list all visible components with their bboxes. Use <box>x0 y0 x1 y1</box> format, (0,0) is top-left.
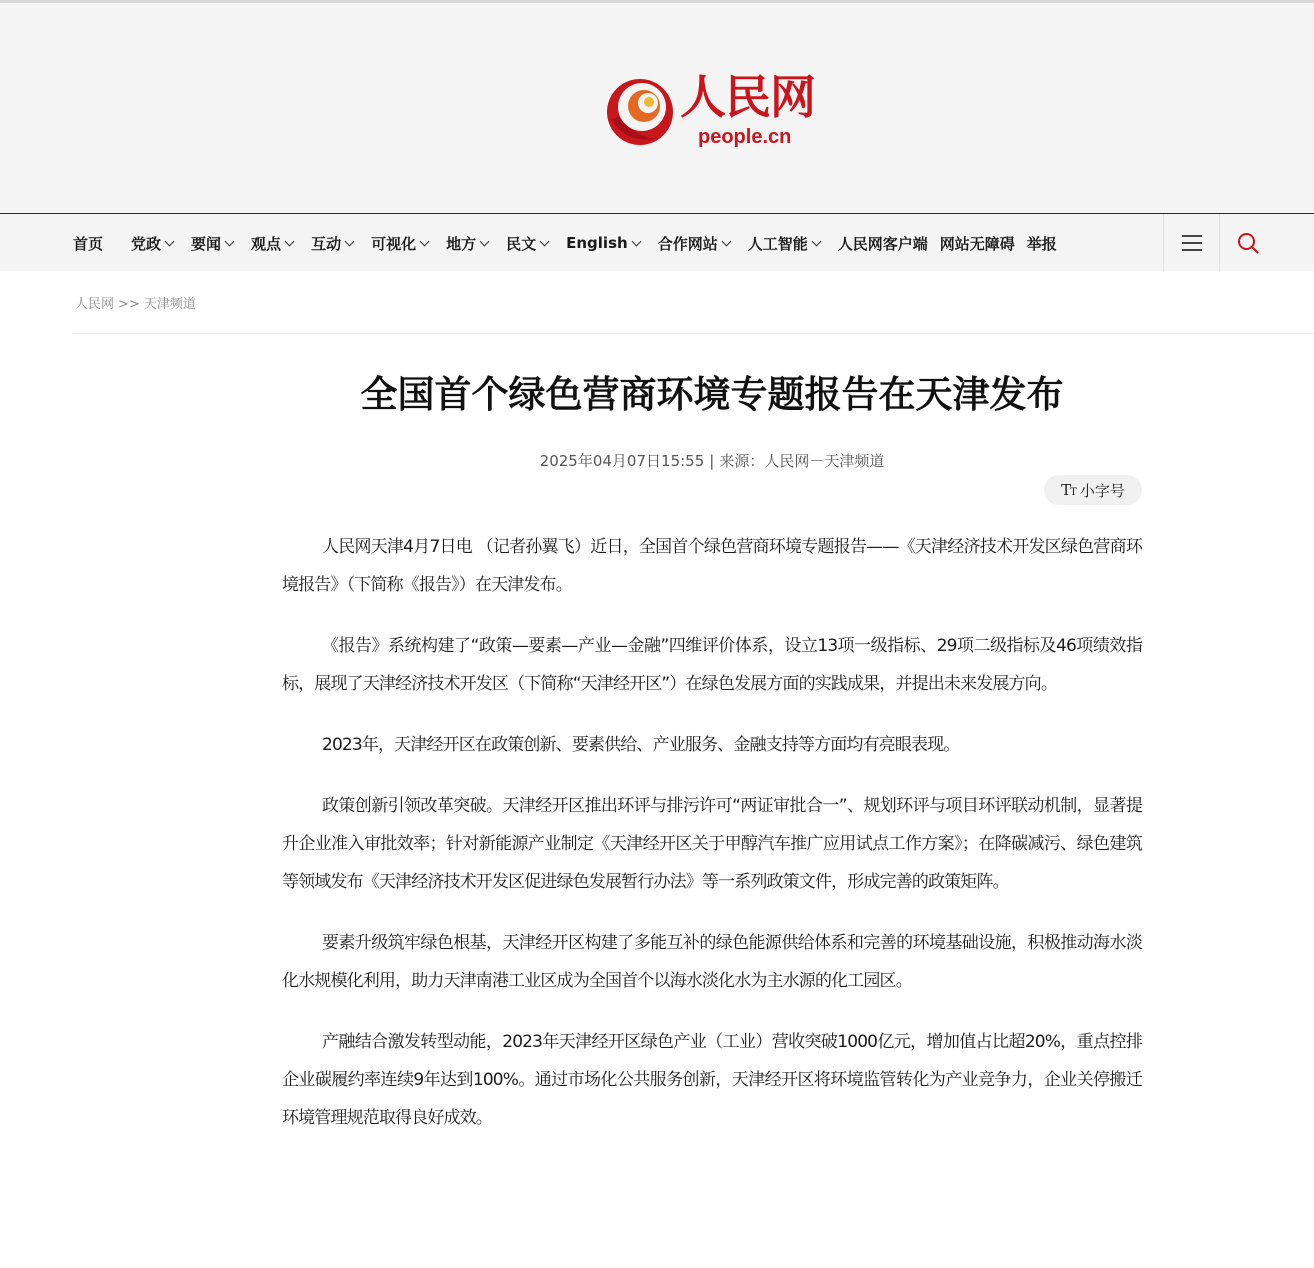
article-source: 来源：人民网－天津频道 <box>719 452 885 470</box>
nav-item-label: 观点 <box>251 234 282 253</box>
nav-item-2[interactable] <box>191 233 233 254</box>
site-logo[interactable] <box>605 69 820 149</box>
article-paragraph: 《报告》系统构建了“政策—要素—产业—金融”四维评价体系，设立13项一级指标、29项二级指标及46项绩效指标，展现了天津经济技术开发区（下简称“天津经开区”）在绿色发展方面的实践成果，并提出未来发展方向。 <box>282 636 1142 694</box>
breadcrumb-home-link[interactable]: 人民网 <box>75 297 115 312</box>
nav-item-11[interactable] <box>838 233 928 254</box>
nav-item-label: 合作网站 <box>657 234 718 253</box>
logo-text-cn: 人民网 <box>680 70 815 124</box>
nav-item-3[interactable] <box>251 233 293 254</box>
nav-item-13[interactable] <box>1027 233 1057 254</box>
logo-text-en: people.cn <box>698 126 792 148</box>
nav-item-4[interactable] <box>311 233 353 254</box>
nav-item-1[interactable] <box>131 233 173 254</box>
article-paragraph: 政策创新引领改革突破。天津经开区推出环评与排污许可“两证审批合一”、规划环评与项目环评联动机制，显著提升企业准入审批效率；针对新能源产业制定《天津经开区关于甲醇汽车推广应用试点工作方案》；在降碳减污、绿色建筑等领域发布《天津经济技术开发区促进绿色发展暂行办法》等一系列政策文件，形成完善的政策矩阵。 <box>282 796 1142 892</box>
nav-list <box>73 214 1075 272</box>
chevron-down-icon <box>480 236 490 246</box>
font-size-icon: TT <box>1061 481 1076 499</box>
nav-item-6[interactable] <box>446 233 488 254</box>
article-paragraph: 人民网天津4月7日电 （记者孙翼飞）近日，全国首个绿色营商环境专题报告——《天津经济技术开发区绿色营商环境报告》（下简称《报告》）在天津发布。 <box>282 537 1142 595</box>
nav-tools <box>1163 214 1275 272</box>
chevron-down-icon <box>631 236 641 246</box>
search-button[interactable] <box>1219 214 1275 272</box>
nav-item-label: 民文 <box>506 234 537 253</box>
main-nav <box>0 213 1314 271</box>
logo-mark-icon <box>605 77 675 147</box>
nav-item-9[interactable] <box>658 233 730 254</box>
nav-item-label: 举报 <box>1026 234 1057 253</box>
breadcrumb-channel-link[interactable]: 天津频道 <box>143 297 196 312</box>
nav-item-0[interactable] <box>73 233 103 254</box>
publish-date: 2025年04月07日15:55 <box>539 452 705 470</box>
chevron-down-icon <box>540 236 550 246</box>
nav-item-label: 互动 <box>311 234 342 253</box>
breadcrumb <box>75 293 196 312</box>
breadcrumb-divider <box>72 333 1314 334</box>
search-icon <box>1237 232 1259 254</box>
chevron-down-icon <box>285 236 295 246</box>
article-paragraph: 产融结合激发转型动能，2023年天津经开区绿色产业（工业）营收突破1000亿元，增加值占比超20%，重点控排企业碳履约率连续9年达到100%。通过市场化公共服务创新，天津经开区将环境监管转化为产业竞争力，企业关停搬迁环境管理规范取得良好成效。 <box>282 1032 1142 1128</box>
nav-item-10[interactable] <box>748 233 820 254</box>
meta-separator: | <box>709 452 715 470</box>
nav-item-5[interactable] <box>371 233 428 254</box>
nav-item-7[interactable] <box>506 233 548 254</box>
nav-item-label: 人工智能 <box>747 234 808 253</box>
article-title: 全国首个绿色营商环境专题报告在天津发布 <box>360 373 1064 416</box>
chevron-down-icon <box>165 236 175 246</box>
nav-item-label: 党政 <box>131 234 162 253</box>
chevron-down-icon <box>811 236 821 246</box>
nav-item-label: 网站无障碍 <box>939 234 1015 253</box>
article-body <box>282 528 1142 1160</box>
font-size-toggle-button[interactable] <box>1044 475 1142 505</box>
menu-icon <box>1182 235 1202 251</box>
nav-item-label: English <box>566 234 628 252</box>
nav-item-8[interactable] <box>566 234 640 252</box>
nav-item-12[interactable] <box>940 233 1015 254</box>
nav-item-label: 可视化 <box>371 234 417 253</box>
site-header <box>0 3 1314 213</box>
chevron-down-icon <box>225 236 235 246</box>
menu-button[interactable] <box>1163 214 1219 272</box>
article-meta <box>0 450 1314 471</box>
nav-item-label: 人民网客户端 <box>837 234 928 253</box>
chevron-down-icon <box>420 236 430 246</box>
font-size-label: 小字号 <box>1079 481 1125 500</box>
nav-item-label: 地方 <box>446 234 477 253</box>
nav-item-label: 首页 <box>73 234 104 253</box>
article-paragraph: 要素升级筑牢绿色根基，天津经开区构建了多能互补的绿色能源供给体系和完善的环境基础设施，积极推动海水淡化水规模化利用，助力天津南港工业区成为全国首个以海水淡化水为主水源的化工园区。 <box>282 933 1142 991</box>
article-paragraph: 2023年，天津经开区在政策创新、要素供给、产业服务、金融支持等方面均有亮眼表现。 <box>322 735 960 755</box>
chevron-down-icon <box>345 236 355 246</box>
breadcrumb-separator: >> <box>118 297 140 312</box>
chevron-down-icon <box>721 236 731 246</box>
nav-item-label: 要闻 <box>191 234 222 253</box>
